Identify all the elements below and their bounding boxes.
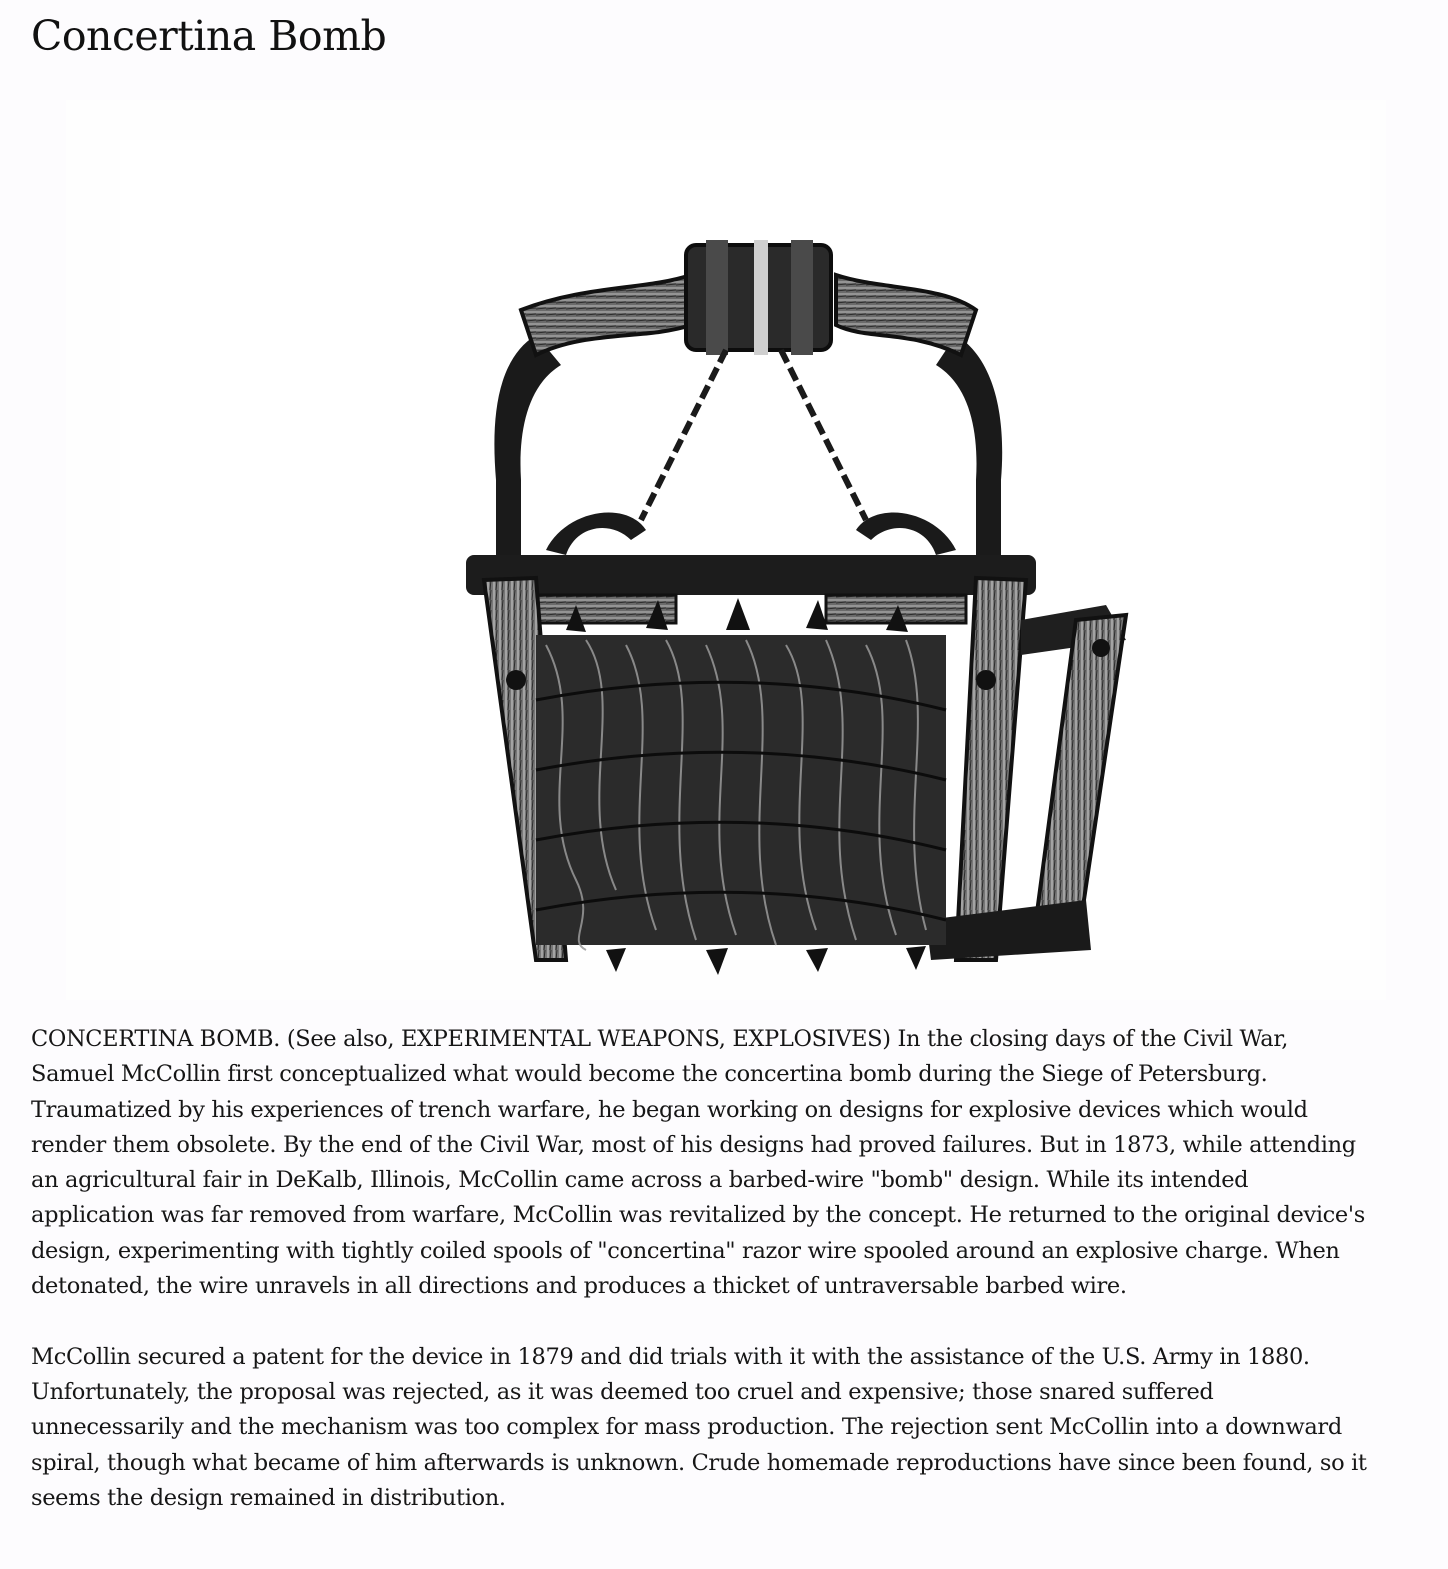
handle-base bbox=[926, 900, 1091, 960]
barbed-wire-spool bbox=[536, 598, 946, 975]
frame-crossbar bbox=[466, 555, 1036, 595]
chains bbox=[641, 350, 866, 520]
article-paragraph: CONCERTINA BOMB. (See also, EXPERIMENTAL WEAPONS, EXPLOSIVES) In the closing days of the Civil War, Samuel McCollin first conceptualized what would become the concertina bomb during the Siege of Petersburg. Traumatized by his experiences of trench warfare, he began working on designs for explosive devices which would render them obsolete. By the end of the Civil War, most of his designs had proved failures. But in 1873, while attending an agricultural fair in DeKalb, Illinois, McCollin came across a barbed-wire "bomb" design. While its intended application was far removed from warfare, McCollin was revitalized by the concept. He returned to the original device's design, experimenting with tightly coiled spools of "concertina" razor wire spooled around an explosive charge. When detonated, the wire unravels in all directions and produces a thicket of untraversable barbed wire. bbox=[31, 1026, 1365, 1300]
frame-right-post bbox=[956, 578, 1026, 960]
frame-left-upright bbox=[494, 335, 561, 570]
article-paragraph: McCollin secured a patent for the device in 1879 and did trials with it with the assistance of the U.S. Army in 1880. Unfortunately, the proposal was rejected, as it was deemed too cruel and expensive; those snared suffered unnecessarily and the mechanism was too complex for mass production. The rejection sent McCollin into a downward spiral, though what became of him afterwards is unknown. Crude homemade reproductions have since been found, so it seems the design remained in distribution. bbox=[31, 1343, 1367, 1511]
figure bbox=[66, 100, 1386, 1000]
frame-top-right-beam bbox=[836, 275, 976, 355]
article-body bbox=[31, 1022, 1371, 1516]
frame-right-upright bbox=[936, 335, 1002, 570]
shackle-right bbox=[856, 513, 956, 555]
frame-top-left-beam bbox=[521, 275, 691, 355]
handle-post bbox=[1036, 615, 1126, 920]
page-title: Concertina Bomb bbox=[31, 12, 387, 60]
concertina-bomb-illustration bbox=[66, 100, 1386, 1000]
shackle-left bbox=[546, 513, 646, 555]
